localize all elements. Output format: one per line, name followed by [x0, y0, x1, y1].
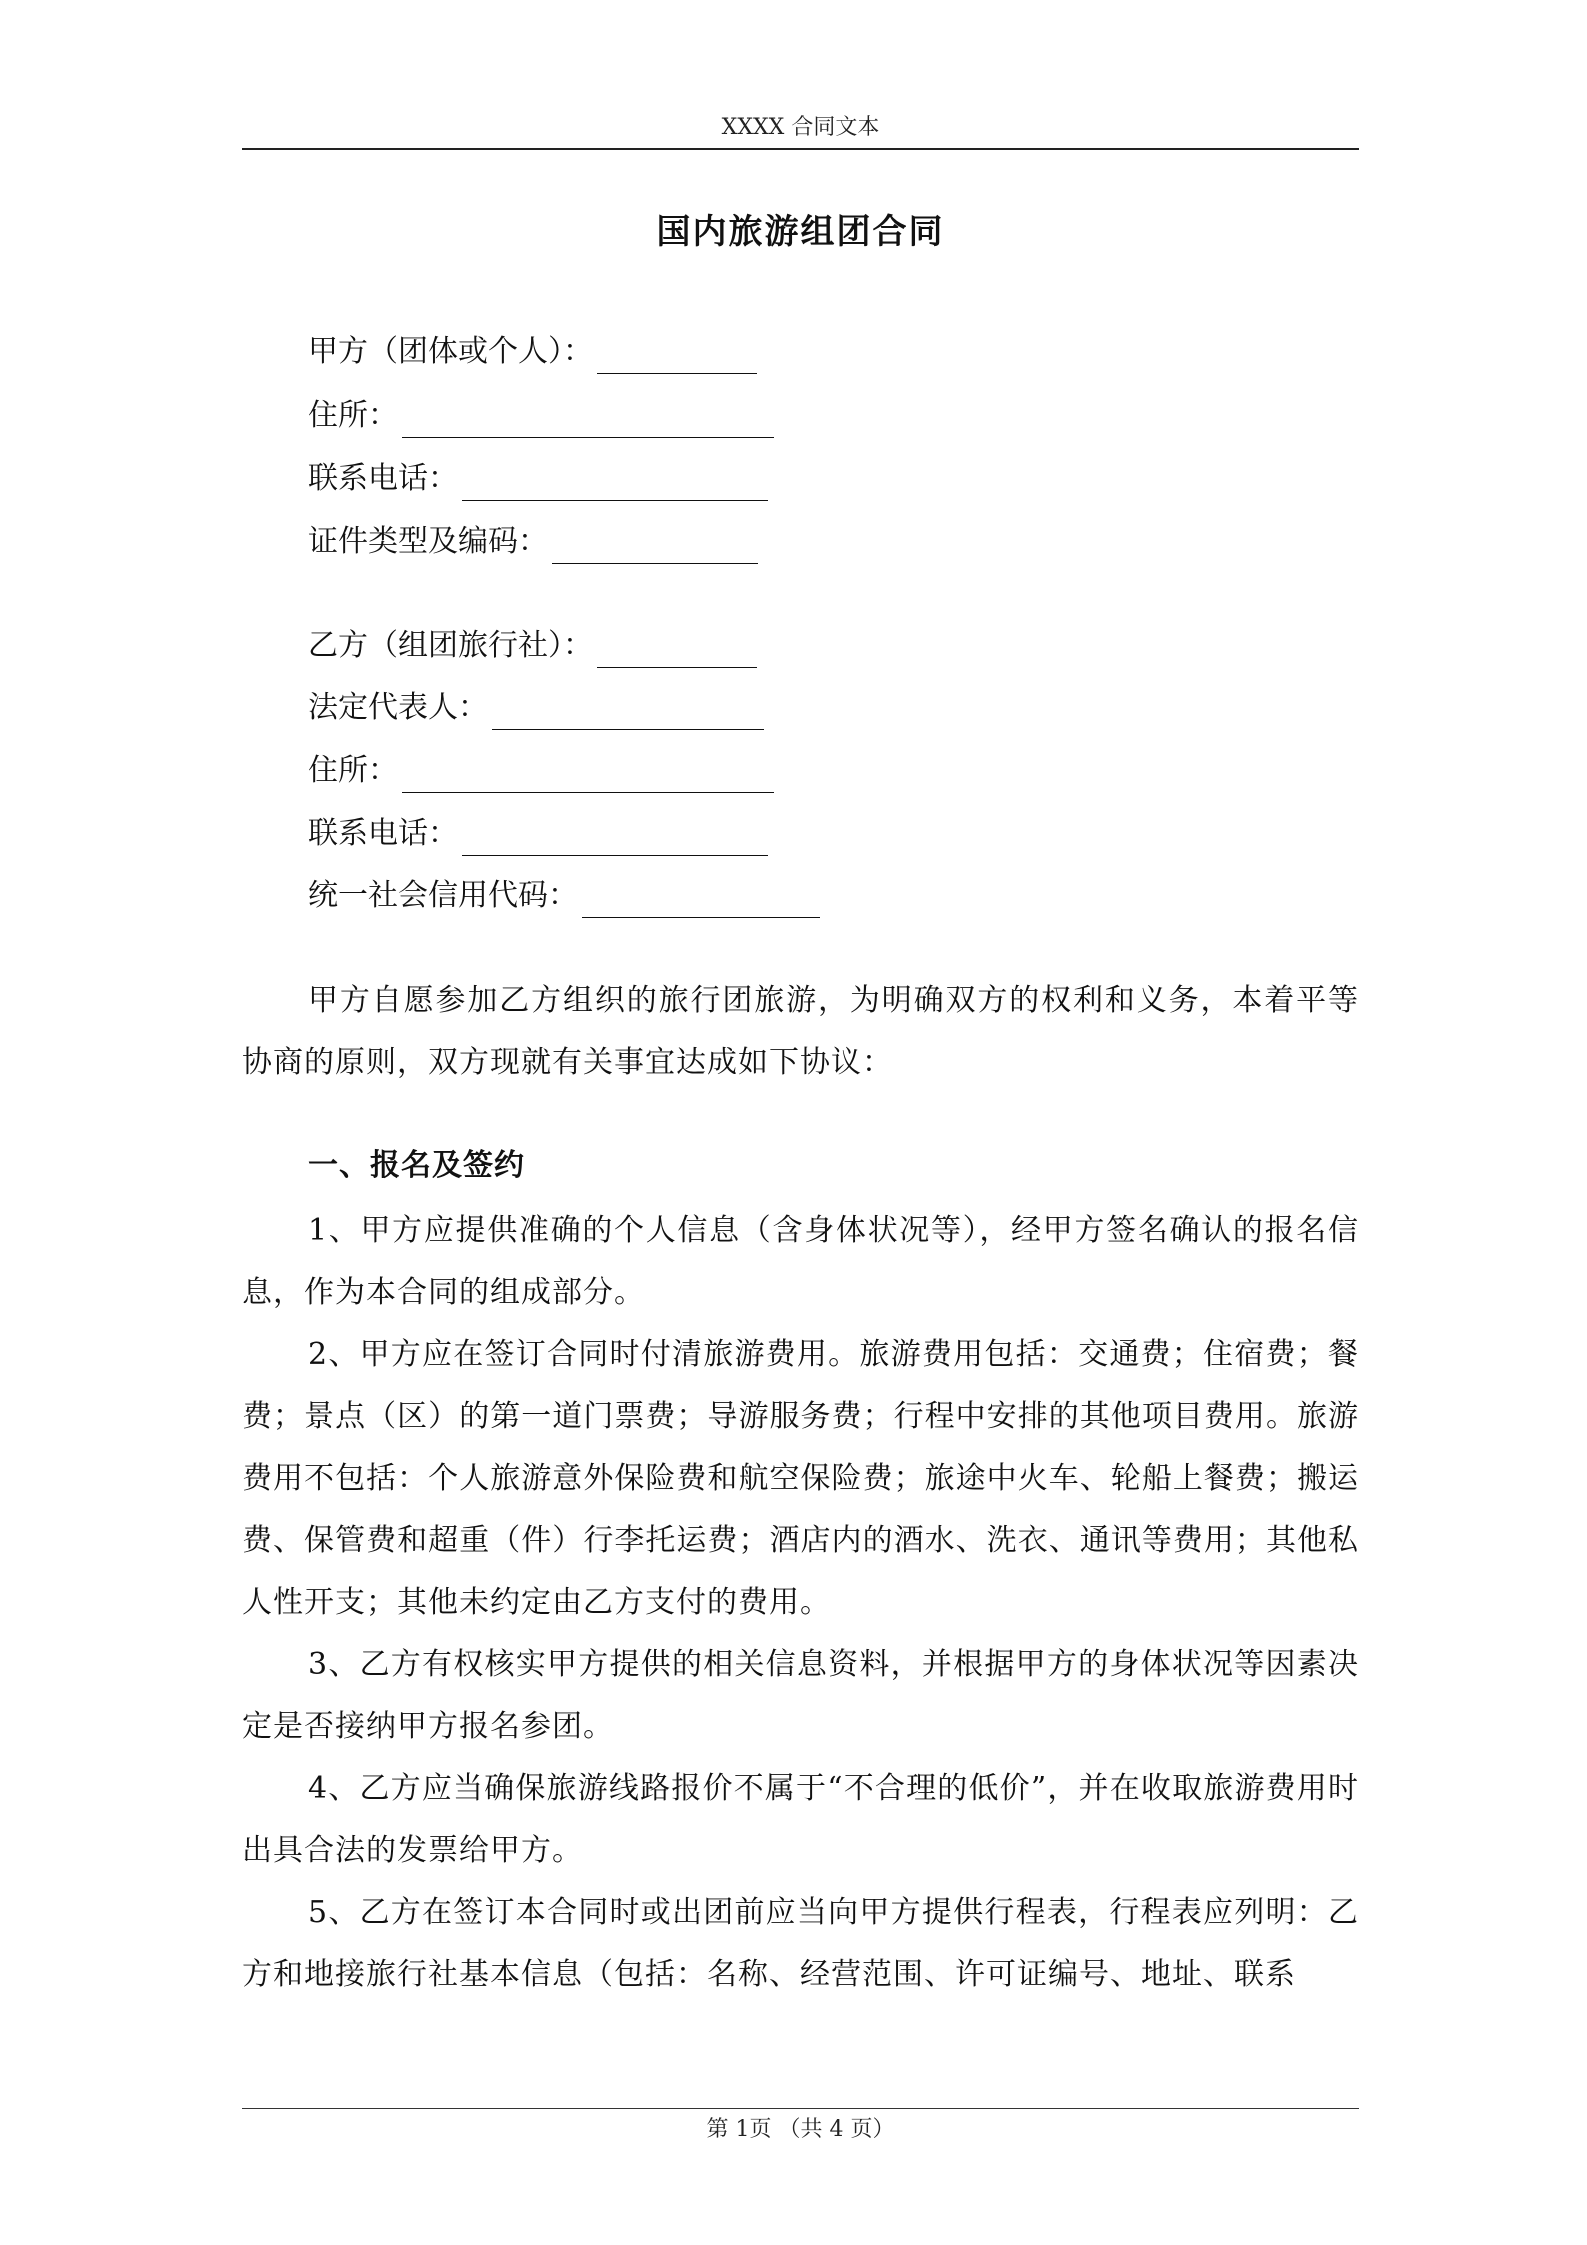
party-a-phone-field[interactable] — [308, 457, 768, 501]
party-b-rep-blank[interactable] — [492, 695, 764, 730]
party-b-rep-field[interactable] — [308, 686, 764, 730]
party-b-address-field[interactable] — [308, 749, 774, 793]
party-a-id-field[interactable] — [308, 520, 758, 564]
party-b-phone-field[interactable] — [308, 812, 768, 856]
party-a-phone-label: 联系电话： — [308, 461, 458, 496]
section-1-item-4: 4、乙方应当确保旅游线路报价不属于“不合理的低价”，并在收取旅游费用时出具合法的发票给甲方。 — [242, 1771, 1359, 1868]
party-a-name-blank[interactable] — [597, 339, 757, 374]
section-1-item-5: 5、乙方在签订本合同时或出团前应当向甲方提供行程表，行程表应列明：乙方和地接旅行社基本信息（包括：名称、经营范围、许可证编号、地址、联系 — [242, 1895, 1359, 1992]
page-footer: 第 1页 （共 4 页） — [706, 2117, 895, 2142]
party-a-name-field[interactable] — [308, 330, 757, 374]
section-1-item-3: 3、乙方有权核实甲方提供的相关信息资料，并根据甲方的身体状况等因素决定是否接纳甲方报名参团。 — [242, 1647, 1359, 1744]
party-a-address-field[interactable] — [308, 394, 774, 438]
party-b-credit-code-label: 统一社会信用代码： — [308, 878, 578, 913]
party-b-address-label: 住所： — [308, 753, 398, 788]
section-1-heading: 一、报名及签约 — [308, 1148, 525, 1183]
party-b-name-field[interactable] — [308, 624, 757, 668]
party-a-address-blank[interactable] — [402, 403, 774, 438]
party-a-id-blank[interactable] — [552, 529, 758, 564]
party-b-phone-label: 联系电话： — [308, 816, 458, 851]
section-1-item-1: 1、甲方应提供准确的个人信息（含身体状况等），经甲方签名确认的报名信息，作为本合同的组成部分。 — [242, 1213, 1359, 1310]
page-header: XXXX 合同文本 — [721, 115, 880, 140]
party-a-address-label: 住所： — [308, 398, 398, 433]
party-b-name-label: 乙方（组团旅行社）： — [308, 628, 593, 663]
document-title: 国内旅游组团合同 — [656, 212, 945, 252]
party-a-id-label: 证件类型及编码： — [308, 524, 548, 559]
party-b-credit-code-field[interactable] — [308, 874, 820, 918]
party-b-address-blank[interactable] — [402, 758, 774, 793]
party-b-rep-label: 法定代表人： — [308, 690, 488, 725]
party-b-phone-blank[interactable] — [462, 821, 768, 856]
party-b-credit-code-blank[interactable] — [582, 883, 820, 918]
section-1-item-2: 2、甲方应在签订合同时付清旅游费用。旅游费用包括：交通费；住宿费；餐费；景点（区）的第一道门票费；导游服务费；行程中安排的其他项目费用。旅游费用不包括：个人旅游意外保险费和航空保险费；旅途中火车、轮船上餐费；搬运费、保管费和超重（件）行李托运费；酒店内的酒水、洗衣、通讯等费用；其他私人性开支；其他未约定由乙方支付的费用。 — [242, 1337, 1359, 1620]
intro-paragraph: 甲方自愿参加乙方组织的旅行团旅游，为明确双方的权利和义务，本着平等协商的原则，双方现就有关事宜达成如下协议： — [242, 983, 1359, 1080]
header-divider — [242, 148, 1359, 150]
footer-divider — [242, 2108, 1359, 2109]
party-a-phone-blank[interactable] — [462, 466, 768, 501]
party-a-name-label: 甲方（团体或个人）： — [308, 334, 593, 369]
party-b-name-blank[interactable] — [597, 633, 757, 668]
